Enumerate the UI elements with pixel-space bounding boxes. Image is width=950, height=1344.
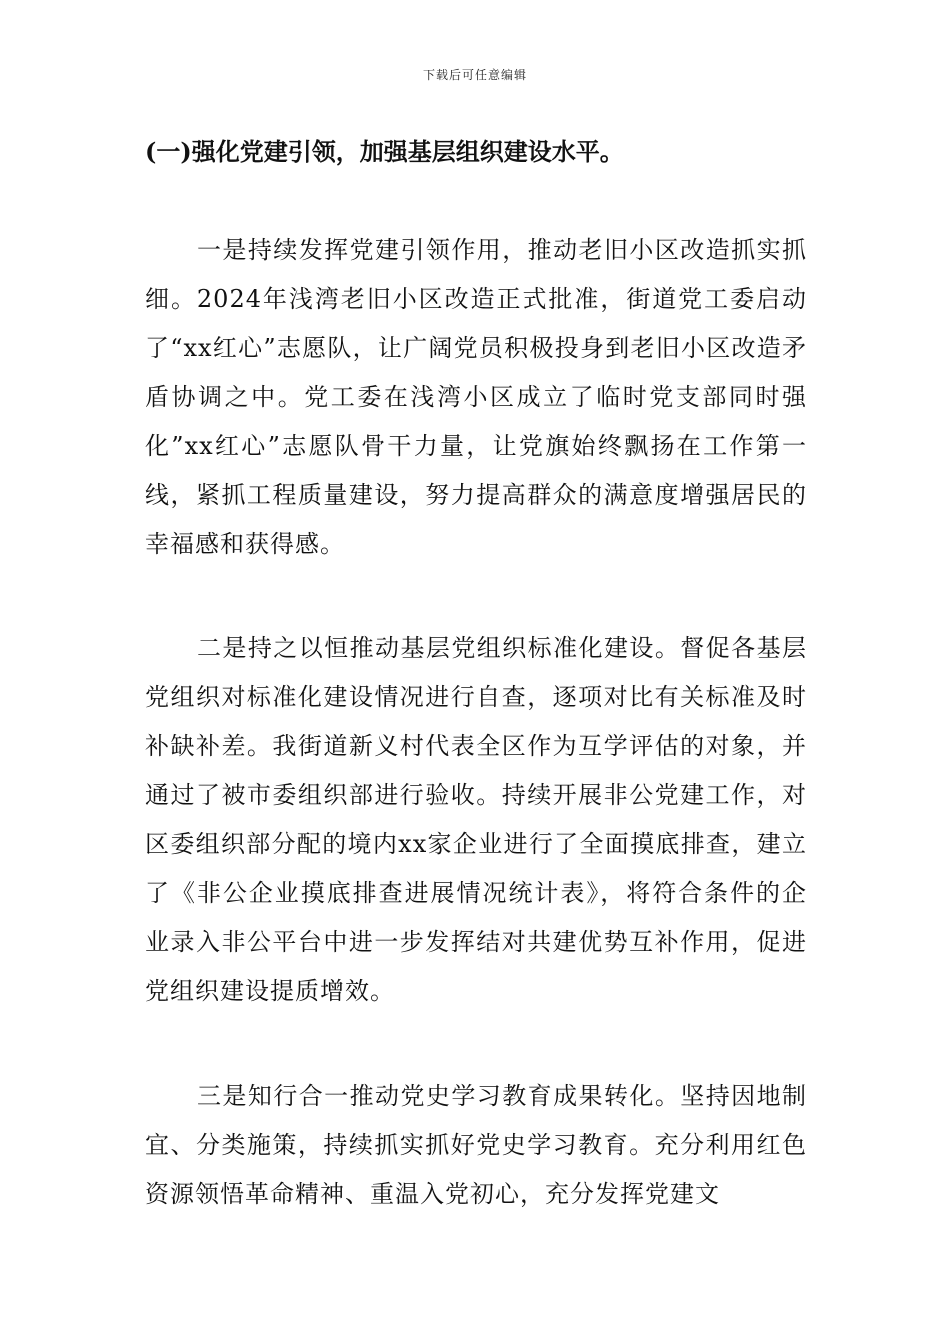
- paragraph-2: 二是持之以恒推动基层党组织标准化建设。督促各基层党组织对标准化建设情况进行自查，逐项对比有关标准及时补缺补差。我街道新义村代表全区作为互学评估的对象，并通过了被市委组织部进行验收。持续开展非公党建工作，对区委组织部分配的境内xx家企业进行了全面摸底排查，建立了《非公企业摸底排查进展情况统计表》，将符合条件的企业录入非公平台中进一步发挥结对共建优势互补作用，促进党组织建设提质增效。: [145, 634, 807, 1005]
- section-heading: (一)强化党建引领，加强基层组织建设水平。: [145, 137, 624, 166]
- page-header-note: 下载后可任意编辑: [422, 68, 527, 82]
- paragraph-3: 三是知行合一推动党史学习教育成果转化。坚持因地制宜、分类施策，持续抓实抓好党史学习教育。充分利用红色资源领悟革命精神、重温入党初心，充分发挥党建文: [145, 1082, 807, 1208]
- paragraph-1: 一是持续发挥党建引领作用，推动老旧小区改造抓实抓细。2024年浅湾老旧小区改造正式批准，街道党工委启动了“xx红心”志愿队，让广阔党员积极投身到老旧小区改造矛盾协调之中。党工委在浅湾小区成立了临时党支部同时强化”xx红心”志愿队骨干力量，让党旗始终飘扬在工作第一线，紧抓工程质量建设，努力提高群众的满意度增强居民的幸福感和获得感。: [145, 236, 807, 558]
